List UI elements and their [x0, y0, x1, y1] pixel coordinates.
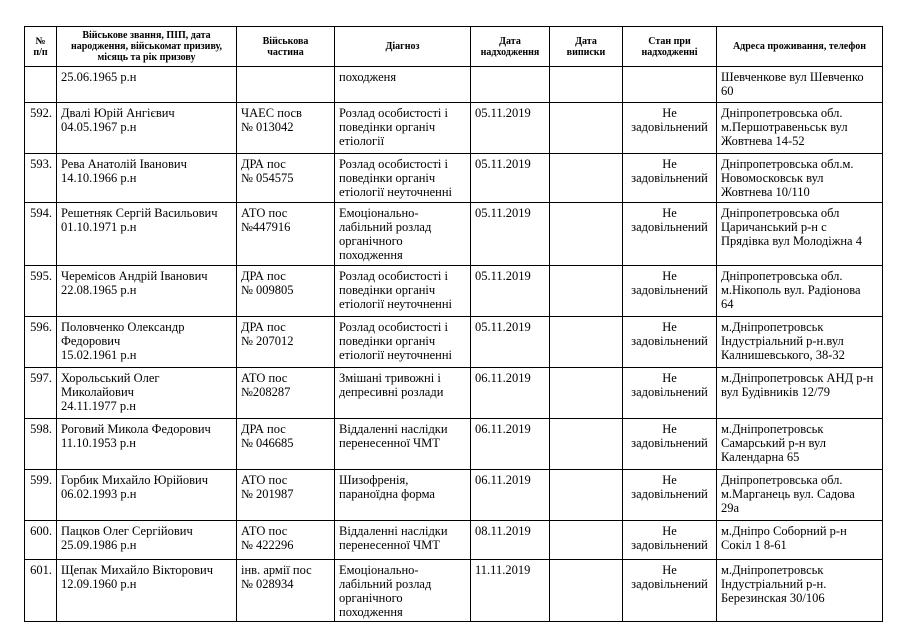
address: Дніпропетровська обл. м.Марганець вул. Садова 29а	[717, 470, 883, 521]
person-name: Хорольський Олег Миколайович 24.11.1977 р.н	[57, 368, 237, 419]
diagnosis: Змішані тривожні і депресивні розлади	[335, 368, 471, 419]
row-number: 596.	[25, 317, 57, 368]
row-number: 598.	[25, 419, 57, 470]
diagnosis: Шизофренія, параноїдна форма	[335, 470, 471, 521]
discharge-date	[550, 67, 623, 103]
address: м.Дніпропетровськ Індустріальний р-н.вул Калнишевського, 38-32	[717, 317, 883, 368]
military-unit	[237, 67, 335, 103]
discharge-date	[550, 266, 623, 317]
admission-state: Не задовільнений	[623, 203, 717, 266]
table-row	[25, 154, 883, 203]
discharge-date	[550, 203, 623, 266]
admission-state: Не задовільнений	[623, 521, 717, 560]
person-name: 25.06.1965 р.н	[57, 67, 237, 103]
admission-state: Не задовільнений	[623, 368, 717, 419]
admission-date: 08.11.2019	[471, 521, 550, 560]
table-header-row	[25, 27, 883, 67]
admission-state: Не задовільнений	[623, 154, 717, 203]
table-row	[25, 317, 883, 368]
person-name: Половченко Олександр Федорович 15.02.1961 р.н	[57, 317, 237, 368]
admission-date: 05.11.2019	[471, 317, 550, 368]
admission-date: 06.11.2019	[471, 368, 550, 419]
table-row	[25, 67, 883, 103]
patient-register-table	[24, 26, 883, 622]
admission-date	[471, 67, 550, 103]
table-row	[25, 203, 883, 266]
diagnosis: Розлад особистості і поведінки органіч етіології неуточненні	[335, 154, 471, 203]
military-unit: ДРА пос № 046685	[237, 419, 335, 470]
discharge-date	[550, 470, 623, 521]
row-number: 593.	[25, 154, 57, 203]
table-row	[25, 560, 883, 622]
discharge-date	[550, 560, 623, 622]
header-unit: Військова частина	[237, 27, 335, 67]
row-number: 595.	[25, 266, 57, 317]
admission-date: 05.11.2019	[471, 203, 550, 266]
admission-state: Не задовільнений	[623, 317, 717, 368]
header-name: Військове звання, ПІП, дата народження, військомат призиву, місяць та рік призову	[57, 27, 237, 67]
admission-date: 06.11.2019	[471, 419, 550, 470]
header-discharge-date: Дата виписки	[550, 27, 623, 67]
person-name: Рева Анатолій Іванович 14.10.1966 р.н	[57, 154, 237, 203]
diagnosis: походженя	[335, 67, 471, 103]
person-name: Роговий Микола Федорович 11.10.1953 р.н	[57, 419, 237, 470]
table-row	[25, 419, 883, 470]
header-admission-state: Стан при надходженні	[623, 27, 717, 67]
table-row	[25, 368, 883, 419]
diagnosis: Емоціонально- лабільний розлад органічного походження	[335, 560, 471, 622]
discharge-date	[550, 154, 623, 203]
admission-state: Не задовільнений	[623, 470, 717, 521]
admission-state: Не задовільнений	[623, 419, 717, 470]
diagnosis: Розлад особистості і поведінки органіч етіології	[335, 103, 471, 154]
table-row	[25, 521, 883, 560]
table-row	[25, 103, 883, 154]
address: Дніпропетровська обл.м. Новомосковськ вул Жовтнева 10/110	[717, 154, 883, 203]
person-name: Решетняк Сергій Васильович 01.10.1971 р.н	[57, 203, 237, 266]
row-number: 601.	[25, 560, 57, 622]
diagnosis: Розлад особистості і поведінки органіч етіології неуточненні	[335, 317, 471, 368]
row-number: 600.	[25, 521, 57, 560]
person-name: Щепак Михайло Вікторович 12.09.1960 р.н	[57, 560, 237, 622]
person-name: Горбик Михайло Юрійович 06.02.1993 р.н	[57, 470, 237, 521]
address: м.Дніпро Соборний р-н Сокіл 1 8-61	[717, 521, 883, 560]
header-admission-date: Дата надходження	[471, 27, 550, 67]
table-row	[25, 470, 883, 521]
admission-date: 05.11.2019	[471, 266, 550, 317]
discharge-date	[550, 317, 623, 368]
header-diagnosis: Діагноз	[335, 27, 471, 67]
diagnosis: Розлад особистості і поведінки органіч етіології неуточненні	[335, 266, 471, 317]
row-number: 597.	[25, 368, 57, 419]
person-name: Пацков Олег Сергійович 25.09.1986 р.н	[57, 521, 237, 560]
header-address: Адреса проживання, телефон	[717, 27, 883, 67]
admission-date: 05.11.2019	[471, 103, 550, 154]
military-unit: АТО пос № 422296	[237, 521, 335, 560]
admission-state: Не задовільнений	[623, 103, 717, 154]
military-unit: АТО пос № 201987	[237, 470, 335, 521]
person-name: Черемісов Андрій Іванович 22.08.1965 р.н	[57, 266, 237, 317]
admission-date: 06.11.2019	[471, 470, 550, 521]
address: Шевченкове вул Шевченко 60	[717, 67, 883, 103]
discharge-date	[550, 419, 623, 470]
military-unit: АТО пос №447916	[237, 203, 335, 266]
header-number: № п/п	[25, 27, 57, 67]
document-page	[24, 26, 882, 622]
admission-date: 05.11.2019	[471, 154, 550, 203]
address: м.Дніпропетровськ Самарський р-н вул Календарна 65	[717, 419, 883, 470]
address: Дніпропетровська обл. м.Нікополь вул. Радіонова 64	[717, 266, 883, 317]
row-number: 592.	[25, 103, 57, 154]
discharge-date	[550, 103, 623, 154]
row-number	[25, 67, 57, 103]
admission-state: Не задовільнений	[623, 560, 717, 622]
military-unit: АТО пос №208287	[237, 368, 335, 419]
address: м.Дніпропетровськ АНД р-н вул Будівників 12/79	[717, 368, 883, 419]
table-row	[25, 266, 883, 317]
diagnosis: Емоціонально- лабільний розлад органічного походження	[335, 203, 471, 266]
military-unit: ДРА пос № 009805	[237, 266, 335, 317]
discharge-date	[550, 521, 623, 560]
address: Дніпропетровська обл. м.Першотравеньськ вул Жовтнева 14-52	[717, 103, 883, 154]
diagnosis: Віддаленні наслідки перенесенної ЧМТ	[335, 521, 471, 560]
discharge-date	[550, 368, 623, 419]
admission-state: Не задовільнений	[623, 266, 717, 317]
person-name: Двалі Юрій Ангієвич 04.05.1967 р.н	[57, 103, 237, 154]
row-number: 594.	[25, 203, 57, 266]
admission-date: 11.11.2019	[471, 560, 550, 622]
military-unit: ЧАЕС посв № 013042	[237, 103, 335, 154]
address: Дніпропетровська обл Царичанський р-н с Прядівка вул Молодіжна 4	[717, 203, 883, 266]
military-unit: ДРА пос № 207012	[237, 317, 335, 368]
military-unit: інв. армії пос № 028934	[237, 560, 335, 622]
admission-state	[623, 67, 717, 103]
address: м.Дніпропетровськ Індустріальний р-н. Березинская 30/106	[717, 560, 883, 622]
diagnosis: Віддаленні наслідки перенесенної ЧМТ	[335, 419, 471, 470]
row-number: 599.	[25, 470, 57, 521]
military-unit: ДРА пос № 054575	[237, 154, 335, 203]
